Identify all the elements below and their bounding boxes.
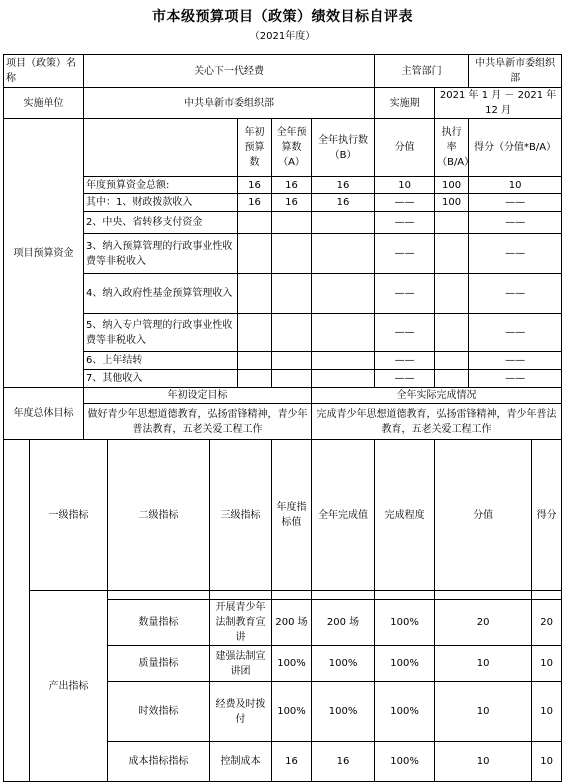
ind-level2: 时效指标: [108, 682, 210, 742]
unit-name: 中共阜新市委组织部: [84, 88, 375, 119]
budget-rate: 100: [435, 194, 469, 212]
budget-header-row: [4, 119, 562, 177]
budget-initial: [238, 274, 272, 314]
ind-score: 20: [532, 600, 562, 646]
ind-degree: 100%: [375, 682, 435, 742]
indicator-left-margin: [4, 440, 30, 782]
budget-row-label: 7、其他收入: [84, 370, 238, 388]
budget-header-blank: [84, 119, 238, 177]
goals-text-row: [4, 404, 562, 440]
budget-rate: [435, 212, 469, 234]
evaluation-table: [3, 54, 562, 782]
budget-annual: 16: [272, 194, 312, 212]
ind-target: 100%: [272, 646, 312, 682]
budget-rate: [435, 352, 469, 370]
period-value: 2021 年 1 月 － 2021 年 12 月: [435, 88, 562, 119]
budget-annual: [272, 234, 312, 274]
budget-rate: [435, 370, 469, 388]
budget-row: [4, 370, 562, 388]
unit-row: [4, 88, 562, 119]
col-actual: 全年完成值: [312, 440, 375, 591]
budget-score-weight: ——: [375, 194, 435, 212]
level1-label: 产出指标: [30, 591, 108, 782]
col-target: 年度指标值: [272, 440, 312, 591]
ind-level3: 控制成本: [210, 742, 272, 782]
goals-section-label: 年度总体目标: [4, 388, 84, 440]
goals-actual-header: 全年实际完成情况: [312, 388, 562, 404]
budget-initial: 16: [238, 194, 272, 212]
budget-executed: [312, 352, 375, 370]
ind-level2: 成本指标指标: [108, 742, 210, 782]
ind-target: 100%: [272, 682, 312, 742]
budget-annual: [272, 212, 312, 234]
budget-rate: [435, 274, 469, 314]
goals-initial-text: 做好青少年思想道德教育，弘扬雷锋精神，青少年普法教育，五老关爱工程工作: [84, 404, 312, 440]
ind-degree: 100%: [375, 742, 435, 782]
budget-row-label: 6、上年结转: [84, 352, 238, 370]
spacer: [435, 591, 532, 600]
project-label: 项目（政策）名称: [4, 55, 84, 88]
ind-level3: 建强法制宣讲团: [210, 646, 272, 682]
period-label: 实施期: [375, 88, 435, 119]
ind-score: 10: [532, 646, 562, 682]
budget-initial: [238, 352, 272, 370]
col-degree: 完成程度: [375, 440, 435, 591]
page-title: 市本级预算项目（政策）绩效目标自评表: [152, 9, 413, 25]
ind-level2: 质量指标: [108, 646, 210, 682]
budget-score-weight: 10: [375, 177, 435, 194]
budget-score-weight: ——: [375, 234, 435, 274]
project-row: [4, 55, 562, 88]
spacer: [532, 591, 562, 600]
budget-score-weight: ——: [375, 370, 435, 388]
budget-rate: [435, 234, 469, 274]
budget-rate: [435, 314, 469, 352]
budget-executed: [312, 212, 375, 234]
budget-score-weight: ——: [375, 212, 435, 234]
ind-actual: 16: [312, 742, 375, 782]
budget-row: [4, 352, 562, 370]
indicator-header-row: [4, 440, 562, 591]
budget-row-label: 其中：1、财政拨款收入: [84, 194, 238, 212]
budget-section-label: 项目预算资金: [4, 119, 84, 388]
budget-score: ——: [469, 314, 562, 352]
ind-weight: 10: [435, 646, 532, 682]
goals-actual-text: 完成青少年思想道德教育，弘扬雷锋精神，青少年普法教育，五老关爱工程工作: [312, 404, 562, 440]
budget-annual: 16: [272, 177, 312, 194]
spacer: [375, 591, 435, 600]
budget-row-label: 4、纳入政府性基金预算管理收入: [84, 274, 238, 314]
page-year: （2021年度）: [249, 31, 316, 42]
ind-actual: 100%: [312, 682, 375, 742]
ind-score: 10: [532, 682, 562, 742]
budget-initial: [238, 234, 272, 274]
col-rate: 执行率（B/A）: [435, 119, 469, 177]
budget-row: [4, 314, 562, 352]
budget-executed: 16: [312, 194, 375, 212]
budget-row-label: 5、纳入专户管理的行政事业性收费等非税收入: [84, 314, 238, 352]
col-level2: 二级指标: [108, 440, 210, 591]
budget-rate: 100: [435, 177, 469, 194]
spacer: [312, 591, 375, 600]
budget-row: [4, 177, 562, 194]
ind-actual: 200 场: [312, 600, 375, 646]
indicator-spacer-row: [4, 591, 562, 600]
budget-score-weight: ——: [375, 352, 435, 370]
ind-level3: 经费及时拨付: [210, 682, 272, 742]
budget-score: ——: [469, 352, 562, 370]
ind-actual: 100%: [312, 646, 375, 682]
spacer: [272, 591, 312, 600]
ind-score: 10: [532, 742, 562, 782]
col-weight: 分值: [435, 440, 532, 591]
project-name: 关心下一代经费: [84, 55, 375, 88]
dept-label: 主管部门: [375, 55, 469, 88]
dept-name: 中共阜新市委组织部: [469, 55, 562, 88]
budget-annual: [272, 314, 312, 352]
col-annual-budget: 全年预算数（A）: [272, 119, 312, 177]
budget-row-label: 年度预算资金总额:: [84, 177, 238, 194]
budget-initial: [238, 370, 272, 388]
budget-score: 10: [469, 177, 562, 194]
ind-target: 200 场: [272, 600, 312, 646]
budget-annual: [272, 370, 312, 388]
budget-row: [4, 274, 562, 314]
budget-executed: [312, 370, 375, 388]
budget-executed: [312, 314, 375, 352]
col-executed: 全年执行数（B）: [312, 119, 375, 177]
budget-score: ——: [469, 194, 562, 212]
col-score: 得分（分值*B/A）: [469, 119, 562, 177]
budget-row: [4, 212, 562, 234]
budget-score: ——: [469, 274, 562, 314]
budget-score: ——: [469, 370, 562, 388]
budget-annual: [272, 352, 312, 370]
col-initial-budget: 年初预算数: [238, 119, 272, 177]
budget-score: ——: [469, 234, 562, 274]
col-level1: 一级指标: [30, 440, 108, 591]
budget-initial: [238, 314, 272, 352]
spacer: [108, 591, 210, 600]
budget-executed: 16: [312, 177, 375, 194]
budget-row-label: 2、中央、省转移支付资金: [84, 212, 238, 234]
col-score-weight: 分值: [375, 119, 435, 177]
spacer: [210, 591, 272, 600]
goals-header-row: [4, 388, 562, 404]
budget-row: [4, 234, 562, 274]
budget-row: [4, 194, 562, 212]
budget-initial: [238, 212, 272, 234]
ind-weight: 10: [435, 682, 532, 742]
budget-annual: [272, 274, 312, 314]
col-level3: 三级指标: [210, 440, 272, 591]
ind-target: 16: [272, 742, 312, 782]
budget-score-weight: ——: [375, 314, 435, 352]
ind-degree: 100%: [375, 600, 435, 646]
ind-weight: 20: [435, 600, 532, 646]
budget-initial: 16: [238, 177, 272, 194]
col-ind-score: 得分: [532, 440, 562, 591]
budget-score: ——: [469, 212, 562, 234]
ind-weight: 10: [435, 742, 532, 782]
goals-initial-header: 年初设定目标: [84, 388, 312, 404]
unit-label: 实施单位: [4, 88, 84, 119]
ind-level3: 开展青少年法制教育宣讲: [210, 600, 272, 646]
budget-executed: [312, 274, 375, 314]
budget-row-label: 3、纳入预算管理的行政事业性收费等非税收入: [84, 234, 238, 274]
ind-level2: 数量指标: [108, 600, 210, 646]
ind-degree: 100%: [375, 646, 435, 682]
budget-executed: [312, 234, 375, 274]
budget-score-weight: ——: [375, 274, 435, 314]
